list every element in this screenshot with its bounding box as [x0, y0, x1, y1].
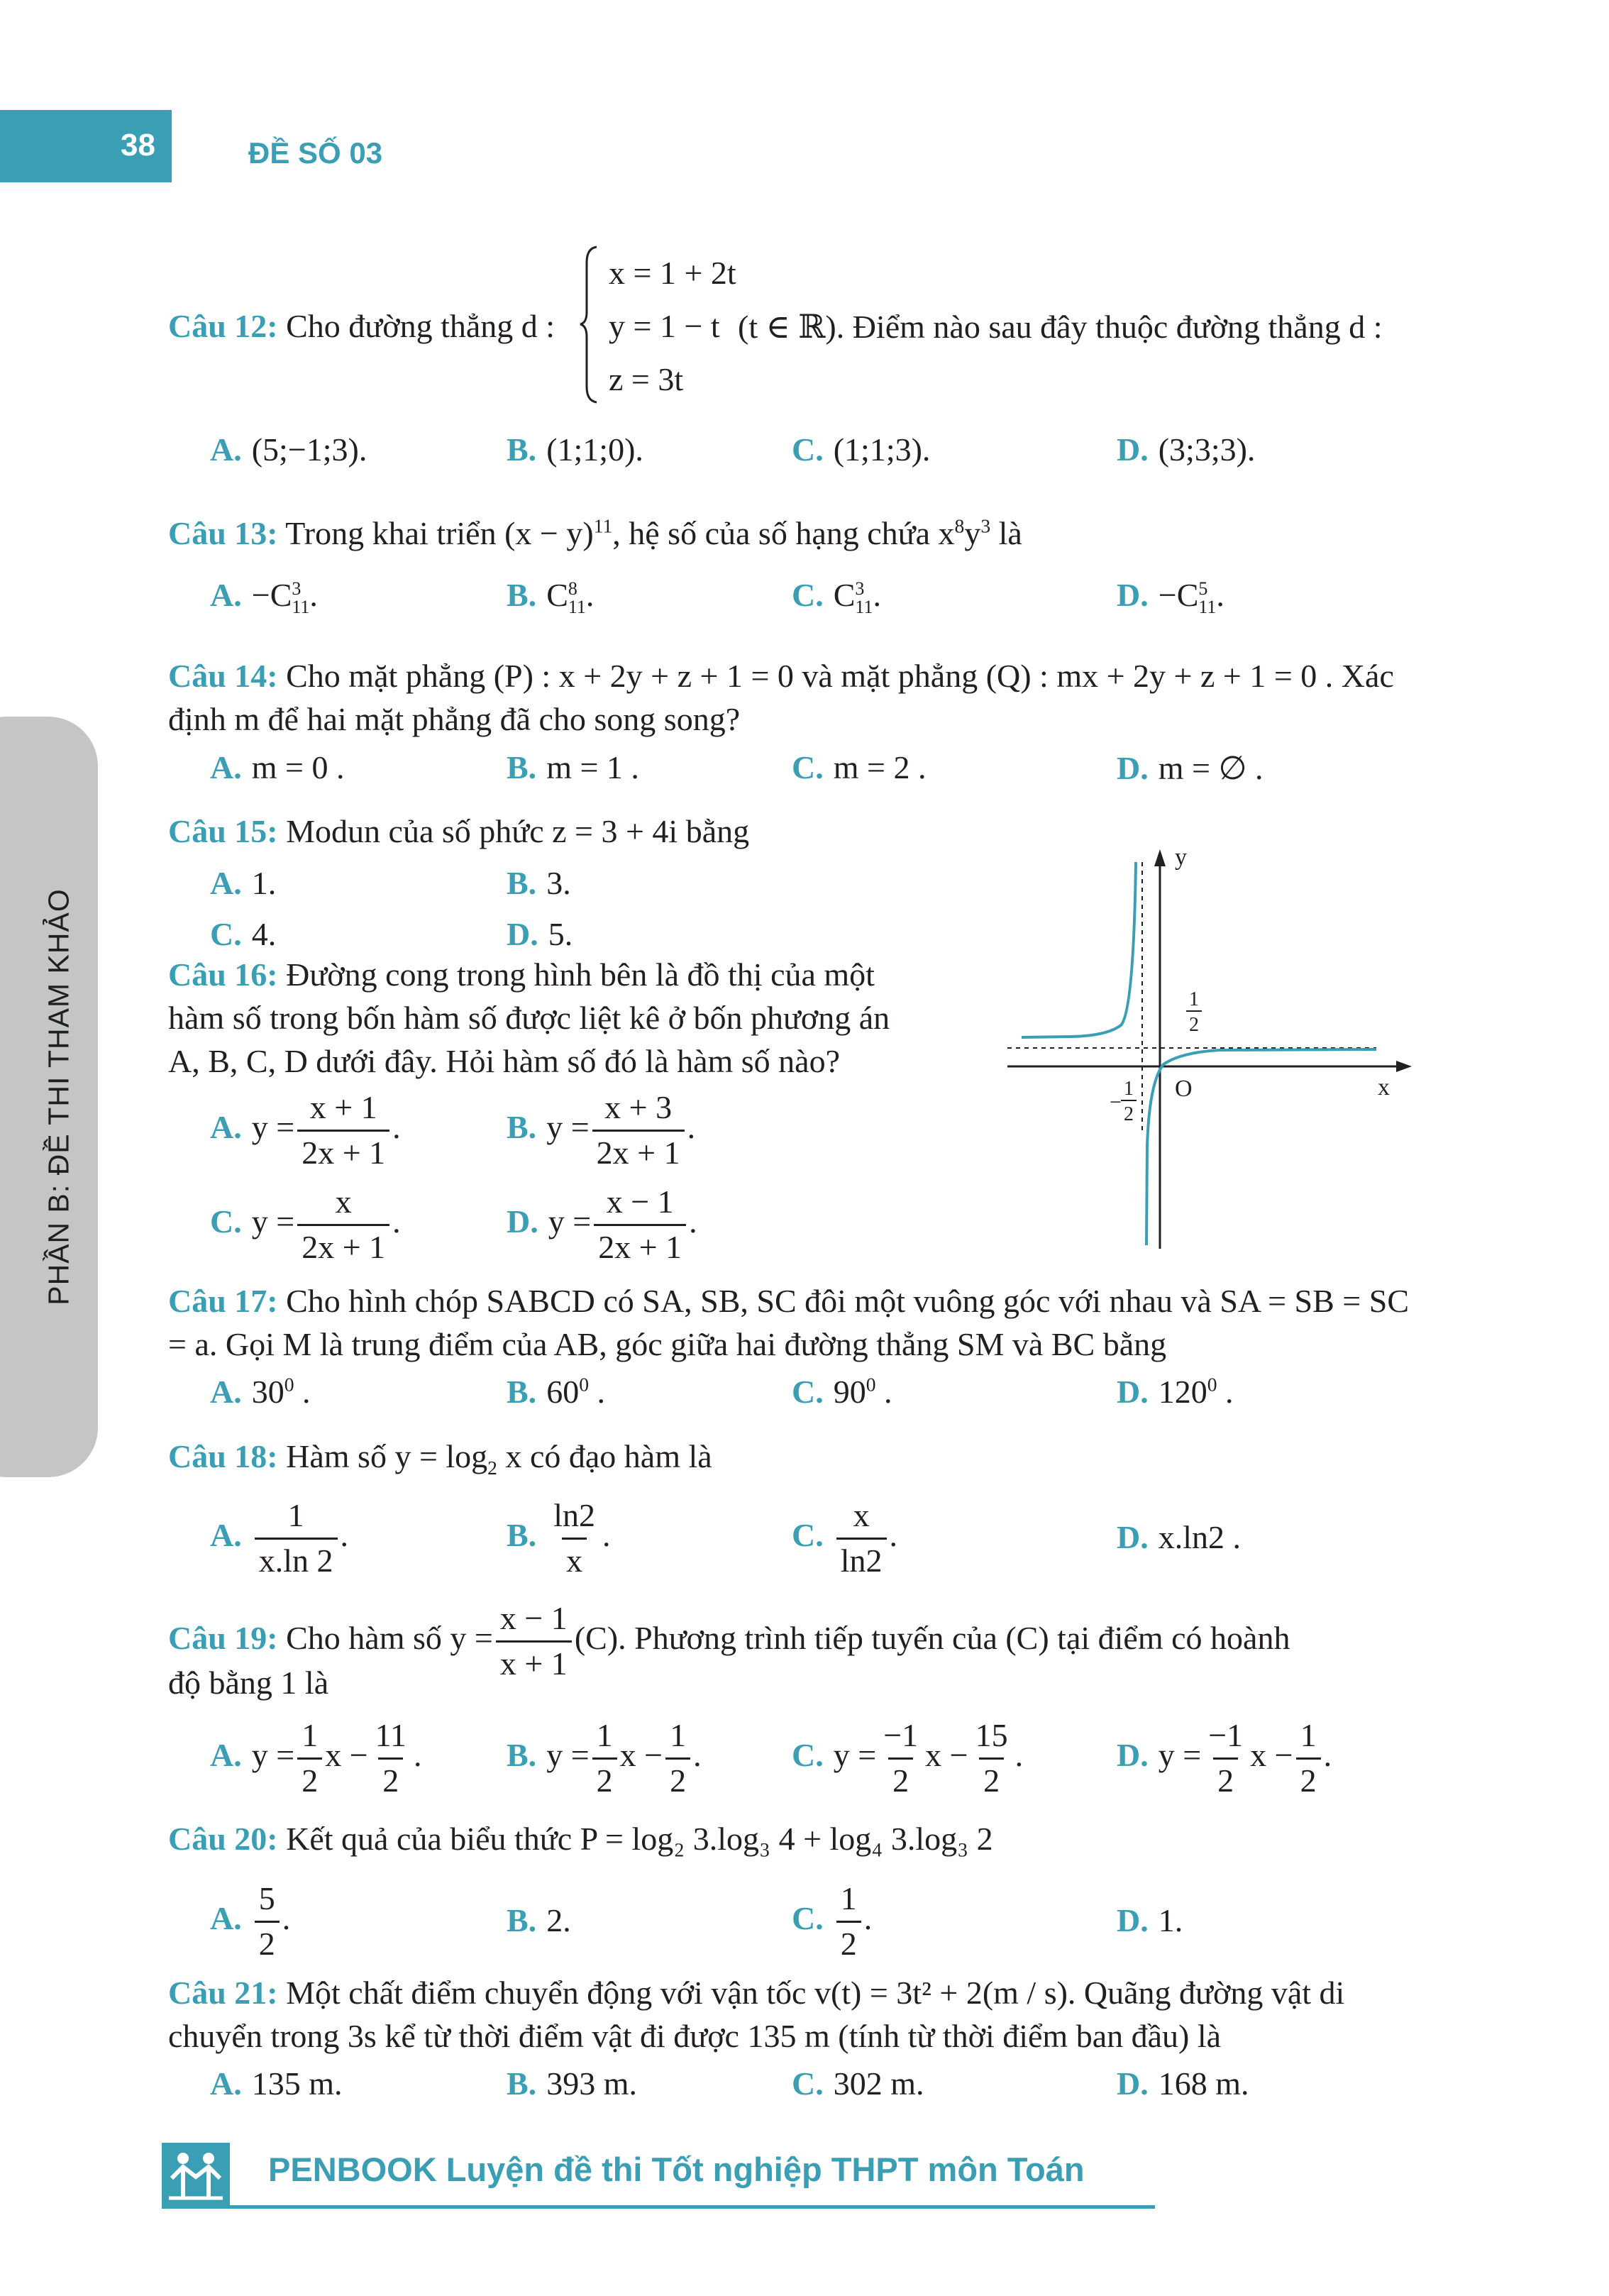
denominator: 2 — [255, 1921, 280, 1963]
option-label: C. — [792, 1736, 824, 1773]
question-19-label: Câu 19: — [168, 1619, 278, 1656]
dot: . — [693, 1736, 702, 1773]
question-17-stem — [168, 1279, 1445, 1366]
question-13-stem — [168, 514, 1022, 552]
dot: . — [863, 1899, 873, 1936]
option-label: B. — [507, 1516, 537, 1553]
question-12-label: Câu 12: — [168, 308, 278, 344]
dot: . — [282, 1899, 291, 1936]
question-12-pre: Cho đường thẳng d : — [286, 308, 555, 344]
denominator: 2 — [297, 1757, 322, 1800]
numerator: −1 — [883, 1717, 919, 1753]
fraction — [496, 1600, 572, 1683]
denominator: x — [562, 1538, 587, 1580]
option-18-b[interactable] — [507, 1497, 610, 1580]
system-eq-1: x = 1 + 2t — [609, 255, 736, 291]
system-eq-2: y = 1 − t — [609, 308, 720, 344]
option-label: C. — [210, 916, 242, 952]
combination: C — [1176, 577, 1199, 613]
degree: 0 — [284, 1373, 294, 1396]
option-12-b[interactable] — [507, 431, 643, 468]
option-18-c[interactable] — [792, 1497, 897, 1580]
option-label: D. — [1117, 577, 1149, 613]
stem-line: chuyển trong 3s kể từ thời điểm vật đi được 135 m (tính từ thời điểm ban đầu) là — [168, 2018, 1222, 2054]
dot: . — [1216, 577, 1224, 613]
dot: . — [873, 577, 881, 613]
option-17-d[interactable] — [1117, 1373, 1234, 1411]
question-13-label: Câu 13: — [168, 515, 278, 551]
denominator: x.ln 2 — [255, 1538, 338, 1580]
question-18-label: Câu 18: — [168, 1438, 278, 1474]
option-13-d[interactable] — [1117, 576, 1224, 617]
option-16-a[interactable] — [210, 1089, 401, 1172]
option-label: B. — [507, 577, 537, 613]
dot: . — [588, 1374, 605, 1410]
option-label: C. — [792, 1899, 824, 1936]
option-text: 30 — [251, 1374, 284, 1410]
fraction — [592, 1717, 617, 1800]
option-label: D. — [507, 916, 538, 952]
x-minus: x − — [619, 1736, 663, 1773]
option-label: D. — [507, 1203, 538, 1240]
numerator: 11 — [375, 1717, 407, 1753]
option-19-b[interactable] — [507, 1717, 702, 1800]
dot: . — [1014, 1736, 1024, 1773]
question-14-label: Câu 14: — [168, 658, 278, 694]
fraction — [879, 1717, 922, 1800]
option-label: B. — [507, 1108, 537, 1145]
option-text: 5. — [548, 916, 573, 952]
numerator: 1 — [302, 1717, 319, 1753]
denominator: 2 — [1213, 1757, 1238, 1800]
comb-k: 3 — [292, 578, 302, 600]
option-text: m = 2 . — [833, 749, 927, 785]
option-12-d[interactable] — [1117, 431, 1255, 468]
option-label: A. — [210, 749, 242, 785]
denominator: 2 — [888, 1757, 913, 1800]
option-20-c[interactable] — [792, 1880, 872, 1963]
question-12-stem-right — [738, 307, 1382, 346]
denominator: 2 — [665, 1757, 690, 1800]
fraction — [594, 1183, 686, 1266]
numerator: 1 — [670, 1717, 687, 1753]
stem-text: x có đạo hàm là — [497, 1438, 712, 1474]
option-19-c[interactable] — [792, 1717, 1023, 1800]
option-label: C. — [792, 431, 824, 468]
fraction — [255, 1880, 280, 1963]
option-16-b[interactable] — [507, 1089, 695, 1172]
numerator: 1 — [287, 1497, 304, 1533]
numerator: 1 — [840, 1880, 857, 1916]
option-text: (1;1;3). — [833, 431, 931, 468]
fraction — [297, 1089, 389, 1172]
page-number: 38 — [121, 128, 155, 162]
stem-line: Một chất điểm chuyển động với vận tốc v(t) = 3t² + 2(m / s). Quãng đường vật di — [286, 1975, 1345, 2011]
fraction — [549, 1497, 599, 1580]
option-15-d[interactable] — [507, 915, 573, 953]
system-brace — [578, 245, 599, 404]
numerator: −1 — [1208, 1717, 1244, 1753]
stem-text: (C). Phương trình tiếp tuyến của (C) tại điểm có hoành — [574, 1619, 1290, 1656]
option-17-b[interactable] — [507, 1373, 605, 1411]
question-12-param: (t ∈ ℝ) — [738, 309, 836, 345]
denominator: 2x + 1 — [592, 1130, 685, 1172]
fraction — [971, 1717, 1012, 1800]
option-text: 2. — [546, 1902, 571, 1938]
option-20-b[interactable] — [507, 1902, 571, 1939]
numerator: x + 3 — [604, 1089, 673, 1125]
option-text: 168 m. — [1158, 2065, 1249, 2102]
stem-line: Đường cong trong hình bên là đồ thị của một — [286, 956, 875, 993]
option-label: C. — [792, 577, 824, 613]
option-text: 135 m. — [251, 2065, 343, 2102]
option-label: D. — [1117, 1902, 1149, 1938]
origin-label: O — [1175, 1076, 1193, 1102]
option-label: D. — [1117, 2065, 1149, 2102]
option-label: D. — [1117, 1519, 1149, 1555]
log-base: 2 — [487, 1457, 497, 1479]
dot: . — [340, 1516, 349, 1553]
option-label: D. — [1117, 750, 1149, 786]
dot: . — [294, 1374, 311, 1410]
comb-n: 11 — [855, 597, 873, 618]
numerator: x − 1 — [499, 1600, 568, 1636]
option-label: A. — [210, 1374, 242, 1410]
option-label: D. — [1117, 431, 1149, 468]
option-13-c[interactable] — [792, 576, 881, 617]
option-label: C. — [210, 1203, 242, 1240]
option-21-c[interactable] — [792, 2065, 924, 2102]
dot: . — [689, 1203, 697, 1240]
dot: . — [585, 577, 595, 613]
x-minus: x − — [925, 1736, 968, 1773]
option-label: C. — [792, 2065, 824, 2102]
stem-line: = a. Gọi M là trung điểm của AB, góc giữa hai đường thẳng SM và BC bằng — [168, 1326, 1167, 1362]
y-equals: y = — [251, 1736, 295, 1773]
option-19-a[interactable] — [210, 1717, 421, 1800]
stem-x-exponent: 8 — [954, 514, 965, 537]
option-text: 1. — [1158, 1902, 1183, 1938]
comb-k: 8 — [568, 578, 577, 600]
option-15-a[interactable] — [210, 864, 276, 902]
option-text: 120 — [1158, 1374, 1207, 1410]
fraction — [297, 1183, 389, 1266]
option-label: A. — [210, 865, 242, 901]
dot: . — [602, 1516, 611, 1553]
option-label: B. — [507, 2065, 537, 2102]
fraction — [371, 1717, 411, 1800]
question-17-label: Câu 17: — [168, 1283, 278, 1319]
stem-line: Cho mặt phẳng (P) : x + 2y + z + 1 = 0 và mặt phẳng (Q) : mx + 2y + z + 1 = 0 . Xác — [286, 658, 1394, 694]
question-12-stem-left — [168, 307, 555, 345]
option-label: A. — [210, 2065, 242, 2102]
degree: 0 — [1207, 1373, 1217, 1396]
question-18-stem — [168, 1437, 712, 1479]
option-20-d[interactable] — [1117, 1902, 1183, 1939]
fraction — [592, 1089, 685, 1172]
y-axis-arrow — [1154, 849, 1166, 866]
question-20-stem — [168, 1820, 993, 1858]
option-label: C. — [792, 1516, 824, 1553]
y-equals: y = — [548, 1203, 592, 1240]
question-16-stem — [168, 953, 984, 1083]
option-text: (5;−1;3). — [251, 431, 367, 468]
neg-half-minus: − — [1110, 1091, 1122, 1114]
dot: . — [1323, 1736, 1332, 1773]
stem-text: Cho hàm số y = — [286, 1619, 493, 1656]
option-label: A. — [210, 577, 242, 613]
option-18-a[interactable] — [210, 1497, 348, 1580]
curve-left-branch — [1022, 862, 1136, 1037]
option-label: B. — [507, 1902, 537, 1938]
denominator: 2x + 1 — [297, 1130, 389, 1172]
fraction — [665, 1717, 690, 1800]
dot: . — [392, 1203, 401, 1240]
option-21-b[interactable] — [507, 2065, 637, 2102]
footer-title: PENBOOK Luyện đề thi Tốt nghiệp THPT môn Toán — [268, 2151, 1085, 2188]
option-text: (3;3;3). — [1158, 431, 1256, 468]
option-label: A. — [210, 1736, 242, 1773]
question-19-stem — [168, 1600, 1290, 1683]
question-21-stem — [168, 1971, 1445, 2058]
option-label: B. — [507, 1736, 537, 1773]
option-17-c[interactable] — [792, 1373, 892, 1411]
option-13-a[interactable] — [210, 576, 318, 617]
denominator: 2 — [836, 1921, 861, 1963]
denominator: 2 — [1296, 1757, 1321, 1800]
y-equals: y = — [251, 1203, 295, 1240]
denominator: 2 — [979, 1757, 1004, 1800]
question-14-stem — [168, 654, 1445, 741]
stem-line: A, B, C, D dưới đây. Hỏi hàm số đó là hàm số nào? — [168, 1043, 840, 1079]
option-17-a[interactable] — [210, 1373, 311, 1411]
stem-text: Trong khai triển — [285, 515, 497, 551]
neg-half-denominator: 2 — [1124, 1103, 1134, 1125]
comb-k: 5 — [1198, 578, 1208, 600]
option-label: A. — [210, 431, 242, 468]
option-12-a[interactable] — [210, 431, 367, 468]
numerator: x — [335, 1183, 352, 1220]
option-text: (1;1;0). — [546, 431, 643, 468]
numerator: x − 1 — [606, 1183, 674, 1220]
page-title: ĐỀ SỐ 03 — [248, 136, 383, 170]
option-12-c[interactable] — [792, 431, 930, 468]
dot: . — [413, 1736, 422, 1773]
stem-text: là — [998, 515, 1022, 551]
comb-n: 11 — [292, 597, 310, 618]
combination: C — [833, 577, 856, 613]
x-minus: x − — [1250, 1736, 1293, 1773]
option-text: m = ∅ . — [1158, 750, 1264, 786]
y-equals: y = — [1158, 1736, 1202, 1773]
function-graph — [1007, 848, 1426, 1249]
denominator: 2x + 1 — [297, 1224, 389, 1266]
question-15-label: Câu 15: — [168, 813, 278, 849]
denominator: x + 1 — [496, 1640, 572, 1683]
half-denominator: 2 — [1189, 1014, 1199, 1036]
dot: . — [875, 1374, 892, 1410]
stem-text: Kết quả của biểu thức P = log₂ 3.log₃ 4 + log₄ 3.log₃ 2 — [286, 1821, 993, 1857]
option-15-b[interactable] — [507, 864, 571, 902]
stem-line: hàm số trong bốn hàm số được liệt kê ở bốn phương án — [168, 1000, 890, 1036]
question-20-label: Câu 20: — [168, 1821, 278, 1857]
option-14-b[interactable] — [507, 749, 639, 786]
fraction — [1204, 1717, 1247, 1800]
option-text: 90 — [833, 1374, 866, 1410]
option-text: 393 m. — [546, 2065, 637, 2102]
numerator: 5 — [258, 1880, 275, 1916]
stem-text: , hệ số của số hạng chứa — [612, 515, 931, 551]
numerator: x — [853, 1497, 870, 1533]
degree: 0 — [579, 1373, 589, 1396]
y-axis-label: y — [1175, 848, 1187, 871]
stem-base: (x − y) — [504, 515, 594, 551]
option-text: x.ln2 . — [1158, 1519, 1242, 1555]
comb-k: 3 — [855, 578, 865, 600]
option-text: 4. — [251, 916, 277, 952]
comb-n: 11 — [1198, 597, 1217, 618]
option-13-b[interactable] — [507, 576, 594, 617]
section-side-label: PHẦN B: ĐỀ THI THAM KHẢO — [42, 888, 75, 1306]
numerator: 15 — [975, 1717, 1008, 1753]
minus: − — [251, 577, 270, 613]
question-16-label: Câu 16: — [168, 956, 278, 993]
stem-line: định m để hai mặt phẳng đã cho song song? — [168, 701, 741, 737]
dot: . — [1217, 1374, 1234, 1410]
half-numerator: 1 — [1189, 988, 1199, 1010]
option-21-a[interactable] — [210, 2065, 343, 2102]
stem-text: Hàm số y = log — [286, 1438, 488, 1474]
stem-exponent: 11 — [593, 514, 613, 537]
option-text: 3. — [546, 865, 571, 901]
denominator: 2 — [378, 1757, 403, 1800]
option-18-d[interactable] — [1117, 1518, 1241, 1556]
y-equals: y = — [251, 1108, 295, 1145]
numerator: 1 — [1300, 1717, 1317, 1753]
x-axis-arrow — [1396, 1061, 1412, 1072]
minus: − — [1158, 577, 1177, 613]
option-text: 302 m. — [833, 2065, 924, 2102]
option-text: m = 0 . — [251, 749, 345, 785]
fraction — [836, 1497, 887, 1580]
degree: 0 — [866, 1373, 876, 1396]
system-eq-3: z = 3t — [609, 361, 684, 397]
option-label: D. — [1117, 1374, 1149, 1410]
option-16-c[interactable] — [210, 1183, 401, 1266]
fraction — [297, 1717, 322, 1800]
publisher-logo-icon — [162, 2143, 230, 2205]
stem-line: Cho hình chóp SABCD có SA, SB, SC đôi một vuông góc với nhau và SA = SB = SC — [286, 1283, 1410, 1319]
fraction — [836, 1880, 861, 1963]
option-label: A. — [210, 1108, 242, 1145]
stem-y-exponent: 3 — [980, 514, 991, 537]
option-label: A. — [210, 1899, 242, 1936]
numerator: ln2 — [553, 1497, 595, 1533]
numerator: x + 1 — [309, 1089, 377, 1125]
option-19-d[interactable] — [1117, 1717, 1332, 1800]
y-equals: y = — [833, 1736, 877, 1773]
option-text: m = 1 . — [546, 749, 639, 785]
numerator: 1 — [596, 1717, 613, 1753]
neg-half-numerator: 1 — [1124, 1078, 1134, 1100]
option-14-d[interactable] — [1117, 749, 1264, 787]
dot: . — [392, 1108, 401, 1145]
option-label: B. — [507, 431, 537, 468]
y-equals: y = — [546, 1108, 590, 1145]
question-12-post: . Điểm nào sau đây thuộc đường thẳng d : — [836, 309, 1383, 345]
option-label: A. — [210, 1516, 242, 1553]
dot: . — [889, 1516, 898, 1553]
option-label: C. — [792, 1374, 824, 1410]
option-label: C. — [792, 749, 824, 785]
option-15-c[interactable] — [210, 915, 276, 953]
option-text: 1. — [251, 865, 277, 901]
option-21-d[interactable] — [1117, 2065, 1249, 2102]
combination: C — [546, 577, 568, 613]
x-minus: x − — [325, 1736, 368, 1773]
question-15-stem — [168, 812, 749, 850]
option-label: B. — [507, 865, 537, 901]
option-label: B. — [507, 749, 537, 785]
fraction — [1296, 1717, 1321, 1800]
dot: . — [309, 577, 318, 613]
option-label: B. — [507, 1374, 537, 1410]
option-16-d[interactable] — [507, 1183, 697, 1266]
footer-divider — [162, 2205, 1155, 2209]
option-14-c[interactable] — [792, 749, 926, 786]
stem-y: y — [964, 515, 981, 551]
dot: . — [687, 1108, 696, 1145]
stem-text: Modun của số phức z = 3 + 4i bằng — [286, 813, 750, 849]
option-text: 60 — [546, 1374, 580, 1410]
denominator: ln2 — [836, 1538, 887, 1580]
comb-n: 11 — [568, 597, 586, 618]
denominator: 2x + 1 — [594, 1224, 686, 1266]
fraction — [255, 1497, 338, 1580]
stem-x: x — [938, 515, 955, 551]
option-14-a[interactable] — [210, 749, 344, 786]
denominator: 2 — [592, 1757, 617, 1800]
option-label: D. — [1117, 1736, 1149, 1773]
y-equals: y = — [546, 1736, 590, 1773]
question-21-label: Câu 21: — [168, 1975, 278, 2011]
option-20-a[interactable] — [210, 1880, 290, 1963]
x-axis-label: x — [1378, 1074, 1390, 1100]
combination: C — [270, 577, 292, 613]
question-19-stem-line2: độ bằng 1 là — [168, 1665, 329, 1701]
